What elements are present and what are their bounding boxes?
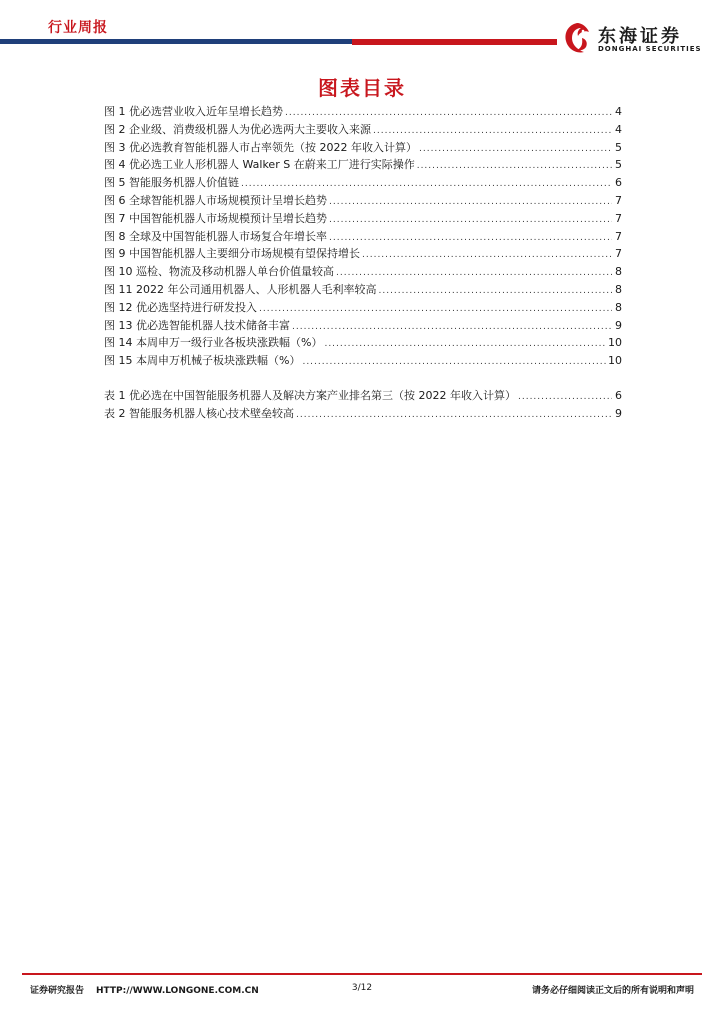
page-title: 图表目录	[318, 76, 406, 100]
toc-entry-page: 9	[615, 318, 622, 332]
toc-entry-label: 图 3 优必选教育智能机器人市占率领先（按 2022 年收入计算）	[104, 140, 417, 154]
toc-entry-page: 4	[615, 122, 622, 136]
toc-leader-dots	[296, 410, 612, 420]
dragon-logo-icon	[560, 20, 594, 58]
figure-toc-entry[interactable]	[104, 263, 622, 281]
figure-toc-entry[interactable]	[104, 121, 622, 139]
toc-leader-dots	[417, 161, 612, 171]
toc-leader-dots	[259, 304, 612, 314]
table-list	[104, 387, 622, 423]
toc-entry-page: 6	[615, 389, 622, 402]
toc-leader-dots	[518, 392, 612, 402]
toc-entry-page: 7	[615, 193, 622, 207]
toc-leader-dots	[241, 179, 612, 189]
toc-entry-label: 图 9 中国智能机器人主要细分市场规模有望保持增长	[104, 247, 360, 261]
toc-entry-label: 图 11 2022 年公司通用机器人、人形机器人毛利率较高	[104, 282, 377, 296]
figure-toc-entry[interactable]	[104, 139, 622, 157]
toc-leader-dots	[378, 286, 612, 296]
toc-entry-label: 图 14 本周申万一级行业各板块涨跌幅（%）	[104, 336, 323, 350]
figure-toc-entry[interactable]	[104, 299, 622, 317]
toc-leader-dots	[373, 126, 612, 136]
figure-toc-entry[interactable]	[104, 228, 622, 246]
toc-leader-dots	[362, 250, 612, 260]
toc-entry-label: 图 13 优必选智能机器人技术储备丰富	[104, 318, 290, 332]
footer-rule	[22, 973, 702, 975]
toc-leader-dots	[419, 144, 612, 154]
toc-entry-label: 图 8 全球及中国智能机器人市场复合年增长率	[104, 229, 327, 243]
toc-entry-label: 表 2 智能服务机器人核心技术壁垒较高	[104, 406, 294, 420]
toc-entry-page: 8	[615, 265, 622, 279]
header-rule-red-thin	[352, 44, 557, 45]
footer-page-number: 3/12	[351, 983, 373, 993]
table-toc-entry[interactable]	[104, 387, 622, 405]
header-rule-navy	[0, 39, 352, 44]
toc-leader-dots	[292, 322, 612, 332]
toc-entry-label: 图 2 企业级、消费级机器人为优必选两大主要收入来源	[104, 122, 371, 136]
toc-entry-page: 10	[608, 354, 622, 368]
toc-entry-label: 图 5 智能服务机器人价值链	[104, 176, 239, 190]
toc-entry-page: 6	[615, 176, 622, 190]
footer-url[interactable]: HTTP://WWW.LONGONE.COM.CN	[96, 986, 259, 996]
footer-disclaimer: 请务必仔细阅读正文后的所有说明和声明	[531, 986, 694, 996]
toc-entry-label: 图 15 本周申万机械子板块涨跌幅（%）	[104, 354, 301, 368]
company-name-en: DONGHAI SECURITIES	[598, 45, 702, 53]
toc-leader-dots	[336, 268, 612, 278]
toc-leader-dots	[329, 215, 612, 225]
toc-entry-page: 7	[615, 247, 622, 261]
toc-entry-label: 图 6 全球智能机器人市场规模预计呈增长趋势	[104, 193, 327, 207]
toc-leader-dots	[329, 233, 612, 243]
toc-leader-dots	[324, 339, 606, 349]
toc-entry-page: 7	[615, 229, 622, 243]
toc-entry-page: 7	[615, 211, 622, 225]
footer-report-type: 证券研究报告	[30, 986, 85, 996]
toc-entry-page: 10	[608, 336, 622, 350]
report-type-label: 行业周报	[48, 20, 108, 36]
figure-toc-entry[interactable]	[104, 334, 622, 352]
company-name-cn: 东海证券	[598, 26, 682, 47]
figure-list	[104, 103, 622, 370]
figure-toc-entry[interactable]	[104, 174, 622, 192]
toc-entry-page: 8	[615, 282, 622, 296]
figure-toc-entry[interactable]	[104, 103, 622, 121]
figure-toc-entry[interactable]	[104, 352, 622, 370]
toc-entry-label: 图 4 优必选工业人形机器人 Walker S 在蔚来工厂进行实际操作	[104, 158, 415, 172]
toc-leader-dots	[285, 108, 612, 118]
toc-leader-dots	[302, 357, 606, 367]
figure-toc-entry[interactable]	[104, 317, 622, 335]
toc-entry-page: 4	[615, 105, 622, 118]
figure-toc-entry[interactable]	[104, 210, 622, 228]
toc-entry-label: 图 7 中国智能机器人市场规模预计呈增长趋势	[104, 211, 327, 225]
toc-entry-label: 图 12 优必选坚持进行研发投入	[104, 300, 257, 314]
toc-entry-label: 图 1 优必选营业收入近年呈增长趋势	[104, 105, 283, 118]
table-toc-entry[interactable]	[104, 405, 622, 423]
toc-entry-page: 9	[615, 406, 622, 420]
figure-toc-entry[interactable]	[104, 281, 622, 299]
figure-toc-entry[interactable]	[104, 156, 622, 174]
toc-leader-dots	[329, 197, 612, 207]
figure-toc-entry[interactable]	[104, 245, 622, 263]
figure-toc-entry[interactable]	[104, 192, 622, 210]
toc-entry-page: 8	[615, 300, 622, 314]
company-logo	[560, 20, 720, 60]
toc-entry-page: 5	[615, 158, 622, 172]
toc-entry-label: 表 1 优必选在中国智能服务机器人及解决方案产业排名第三（按 2022 年收入计算）	[104, 389, 516, 402]
toc-entry-page: 5	[615, 140, 622, 154]
toc-entry-label: 图 10 巡检、物流及移动机器人单台价值量较高	[104, 265, 334, 279]
